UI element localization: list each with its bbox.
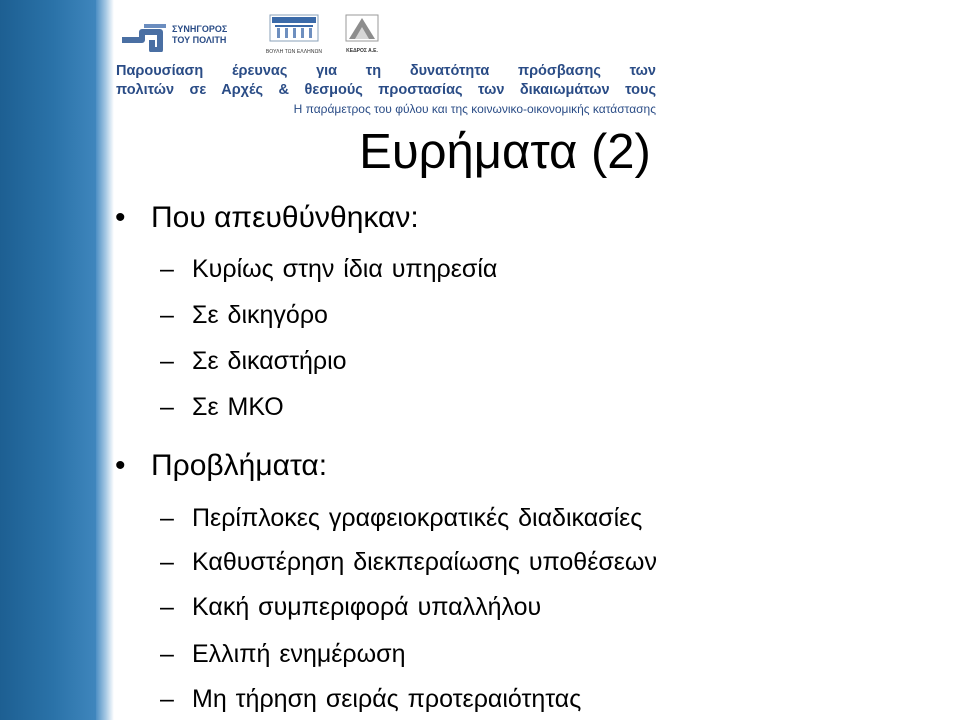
slide-title: Ευρήματα (2) xyxy=(359,125,651,179)
banner-line-1: Παρουσίαση έρευνας για τη δυνατότητα πρόσβασης των xyxy=(116,63,656,79)
bullet-icon: • xyxy=(115,449,126,482)
dash-icon: – xyxy=(160,640,174,668)
parliament-caption: ΒΟΥΛΗ ΤΩΝ ΕΛΛΗΝΩΝ xyxy=(265,49,323,55)
list-item-text: Σε ΜΚΟ xyxy=(192,393,284,421)
dash-icon: – xyxy=(160,685,174,713)
list-item-text: Καθυστέρηση διεκπεραίωσης υποθέσεων xyxy=(192,548,657,576)
list-item-text: Μη τήρηση σειράς προτεραιότητας xyxy=(192,685,582,713)
dash-icon: – xyxy=(160,593,174,621)
list-item-text: Σε δικηγόρο xyxy=(192,301,328,329)
section-heading-text: Προβλήματα: xyxy=(151,449,328,482)
banner-line-2: πολιτών σε Αρχές & θεσμούς προστασίας των δικαιωμάτων τους xyxy=(116,82,656,98)
presentation-banner xyxy=(116,58,656,120)
banner-subtitle: Η παράμετρος του φύλου και της κοινωνικο-οικονομικής κατάστασης xyxy=(293,102,656,116)
section-heading-text: Που απευθύνθηκαν: xyxy=(151,201,419,234)
sidebar-gradient-edge xyxy=(96,0,114,720)
list-item-text: Σε δικαστήριο xyxy=(192,347,347,375)
ombudsman-logo-line1: ΣΥΝΗΓΟΡΟΣ xyxy=(172,24,228,34)
dash-icon: – xyxy=(160,504,174,532)
list-item-text: Κυρίως στην ίδια υπηρεσία xyxy=(192,255,498,283)
parliament-emblem-icon xyxy=(269,14,319,42)
ombudsman-logo-line2: ΤΟΥ ΠΟΛΙΤΗ xyxy=(172,35,227,45)
kedros-logo xyxy=(342,14,382,54)
ombudsman-logo-text xyxy=(172,24,227,46)
parliament-logo xyxy=(262,14,326,54)
list-item-text: Περίπλοκες γραφειοκρατικές διαδικασίες xyxy=(192,504,643,532)
ombudsman-logo-icon xyxy=(120,22,170,52)
dash-icon: – xyxy=(160,393,174,421)
list-item-text: Κακή συμπεριφορά υπαλλήλου xyxy=(192,593,542,621)
bullet-icon: • xyxy=(115,201,126,234)
ombudsman-logo xyxy=(116,16,236,52)
kedros-triangle-icon xyxy=(345,14,379,42)
sidebar-background xyxy=(0,0,96,720)
kedros-caption: ΚΕΔΡΟΣ Α.Ε. xyxy=(346,48,378,54)
list-item-text: Ελλιπή ενημέρωση xyxy=(192,640,406,668)
dash-icon: – xyxy=(160,347,174,375)
header-logos xyxy=(116,6,406,54)
dash-icon: – xyxy=(160,548,174,576)
dash-icon: – xyxy=(160,301,174,329)
dash-icon: – xyxy=(160,255,174,283)
